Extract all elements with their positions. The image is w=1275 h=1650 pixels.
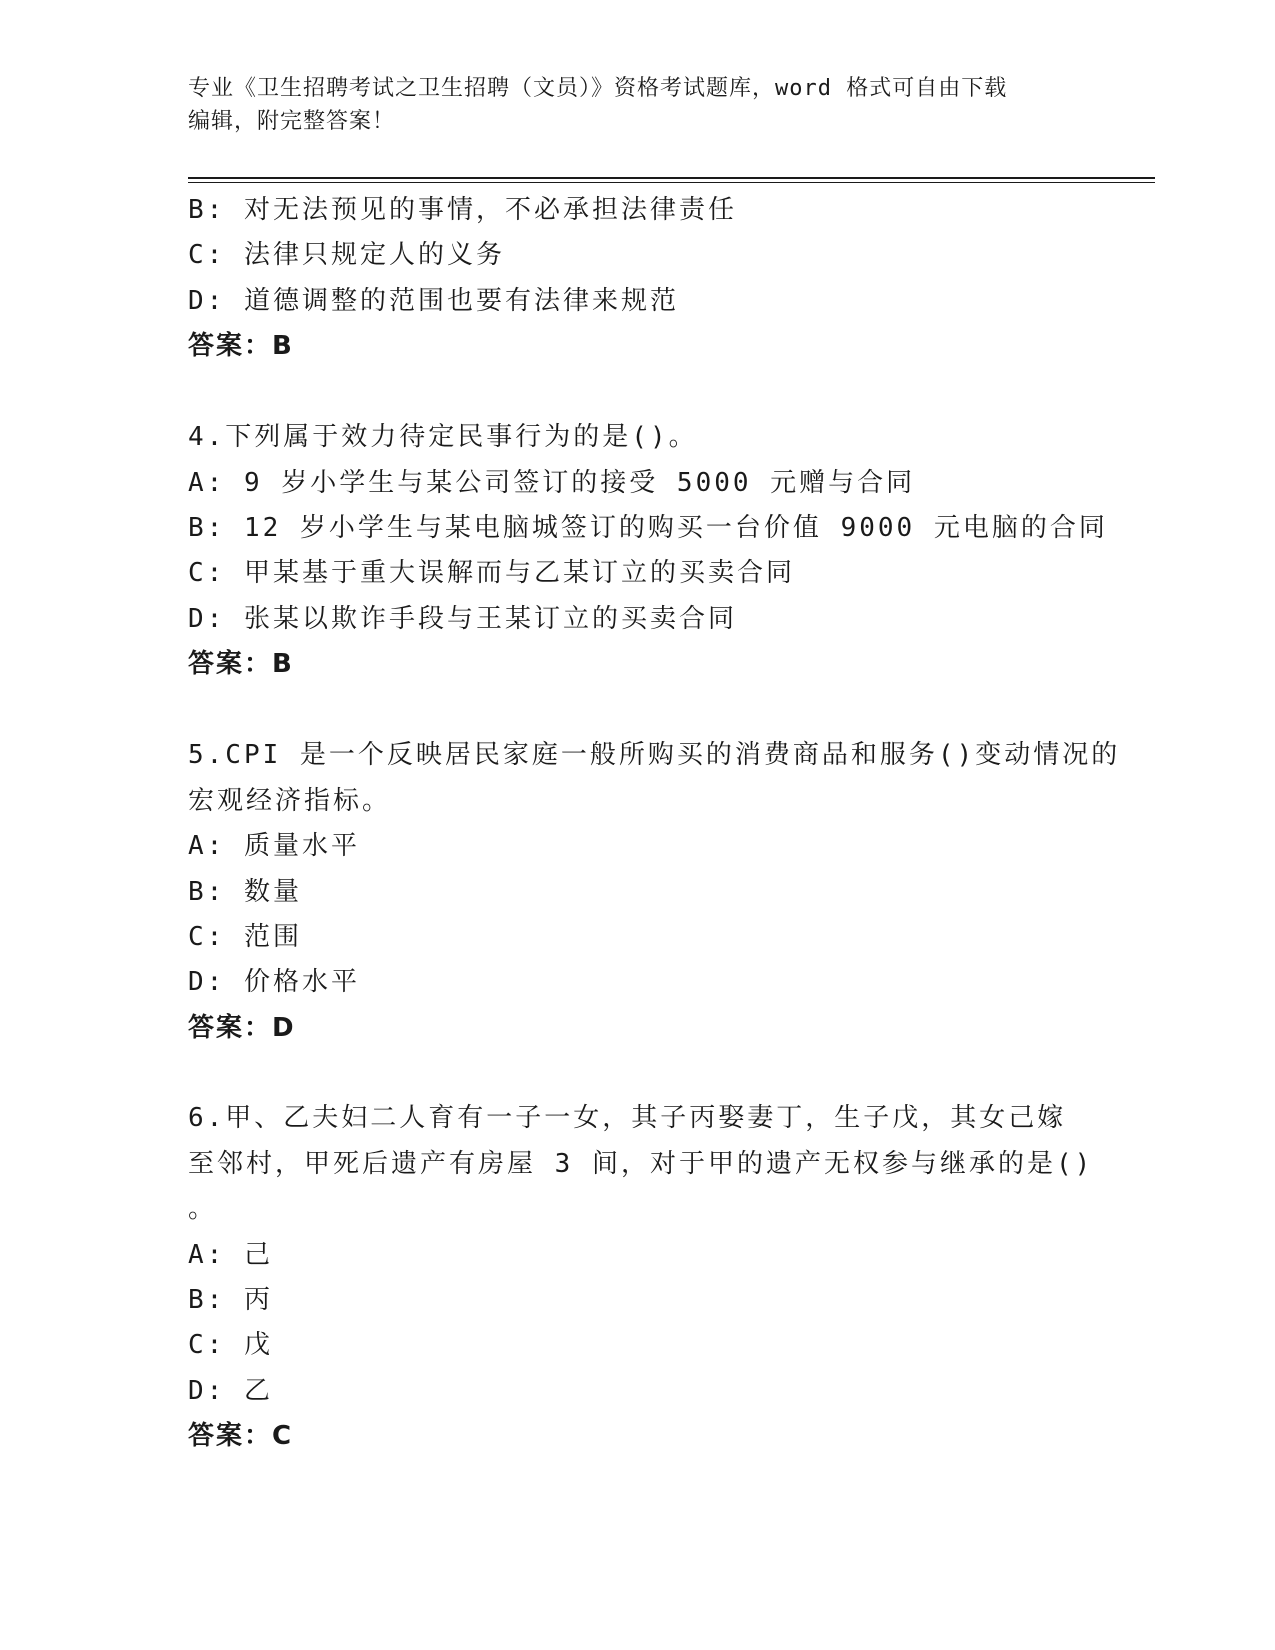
q4-answer: 答案：B: [188, 649, 294, 679]
q3-option-d: D: 道德调整的范围也要有法律来规范: [188, 286, 679, 316]
q3-option-b: B: 对无法预见的事情，不必承担法律责任: [188, 195, 737, 225]
q4-stem: 4.下列属于效力待定民事行为的是()。: [188, 422, 698, 452]
q6-option-a: A: 己: [188, 1240, 273, 1270]
q5-stem-line-1: 5.CPI 是一个反映居民家庭一般所购买的消费商品和服务()变动情况的: [188, 740, 1121, 770]
q6-stem-line-3: 。: [188, 1194, 218, 1224]
q5-stem-line-2: 宏观经济指标。: [188, 786, 392, 816]
q6-option-b: B: 丙: [188, 1285, 273, 1315]
q3-answer: 答案：B: [188, 331, 294, 361]
q6-option-c: C: 戊: [188, 1330, 273, 1360]
q5-option-a: A: 质量水平: [188, 831, 360, 861]
q6-stem-line-2: 至邻村，甲死后遗产有房屋 3 间，对于甲的遗产无权参与继承的是(): [188, 1149, 1094, 1179]
q5-answer: 答案：D: [188, 1013, 296, 1043]
header-divider-thin: [188, 182, 1155, 183]
q3-option-c: C: 法律只规定人的义务: [188, 240, 505, 270]
q5-option-b: B: 数量: [188, 877, 302, 907]
q4-option-a: A: 9 岁小学生与某公司签订的接受 5000 元赠与合同: [188, 468, 916, 498]
header-divider-thick: [188, 177, 1155, 179]
q6-answer: 答案：C: [188, 1421, 294, 1451]
q6-stem-line-1: 6.甲、乙夫妇二人育有一子一女，其子丙娶妻丁，生子戊，其女己嫁: [188, 1103, 1067, 1133]
q4-option-d: D: 张某以欺诈手段与王某订立的买卖合同: [188, 604, 737, 634]
q5-option-c: C: 范围: [188, 922, 302, 952]
q5-option-d: D: 价格水平: [188, 967, 360, 997]
document-header: 专业《卫生招聘考试之卫生招聘（文员）》资格考试题库，word 格式可自由下载 编辑，附完整答案！: [188, 76, 1008, 134]
q6-option-d: D: 乙: [188, 1376, 273, 1406]
q4-option-b: B: 12 岁小学生与某电脑城签订的购买一台价值 9000 元电脑的合同: [188, 513, 1108, 543]
q4-option-c: C: 甲某基于重大误解而与乙某订立的买卖合同: [188, 558, 795, 588]
